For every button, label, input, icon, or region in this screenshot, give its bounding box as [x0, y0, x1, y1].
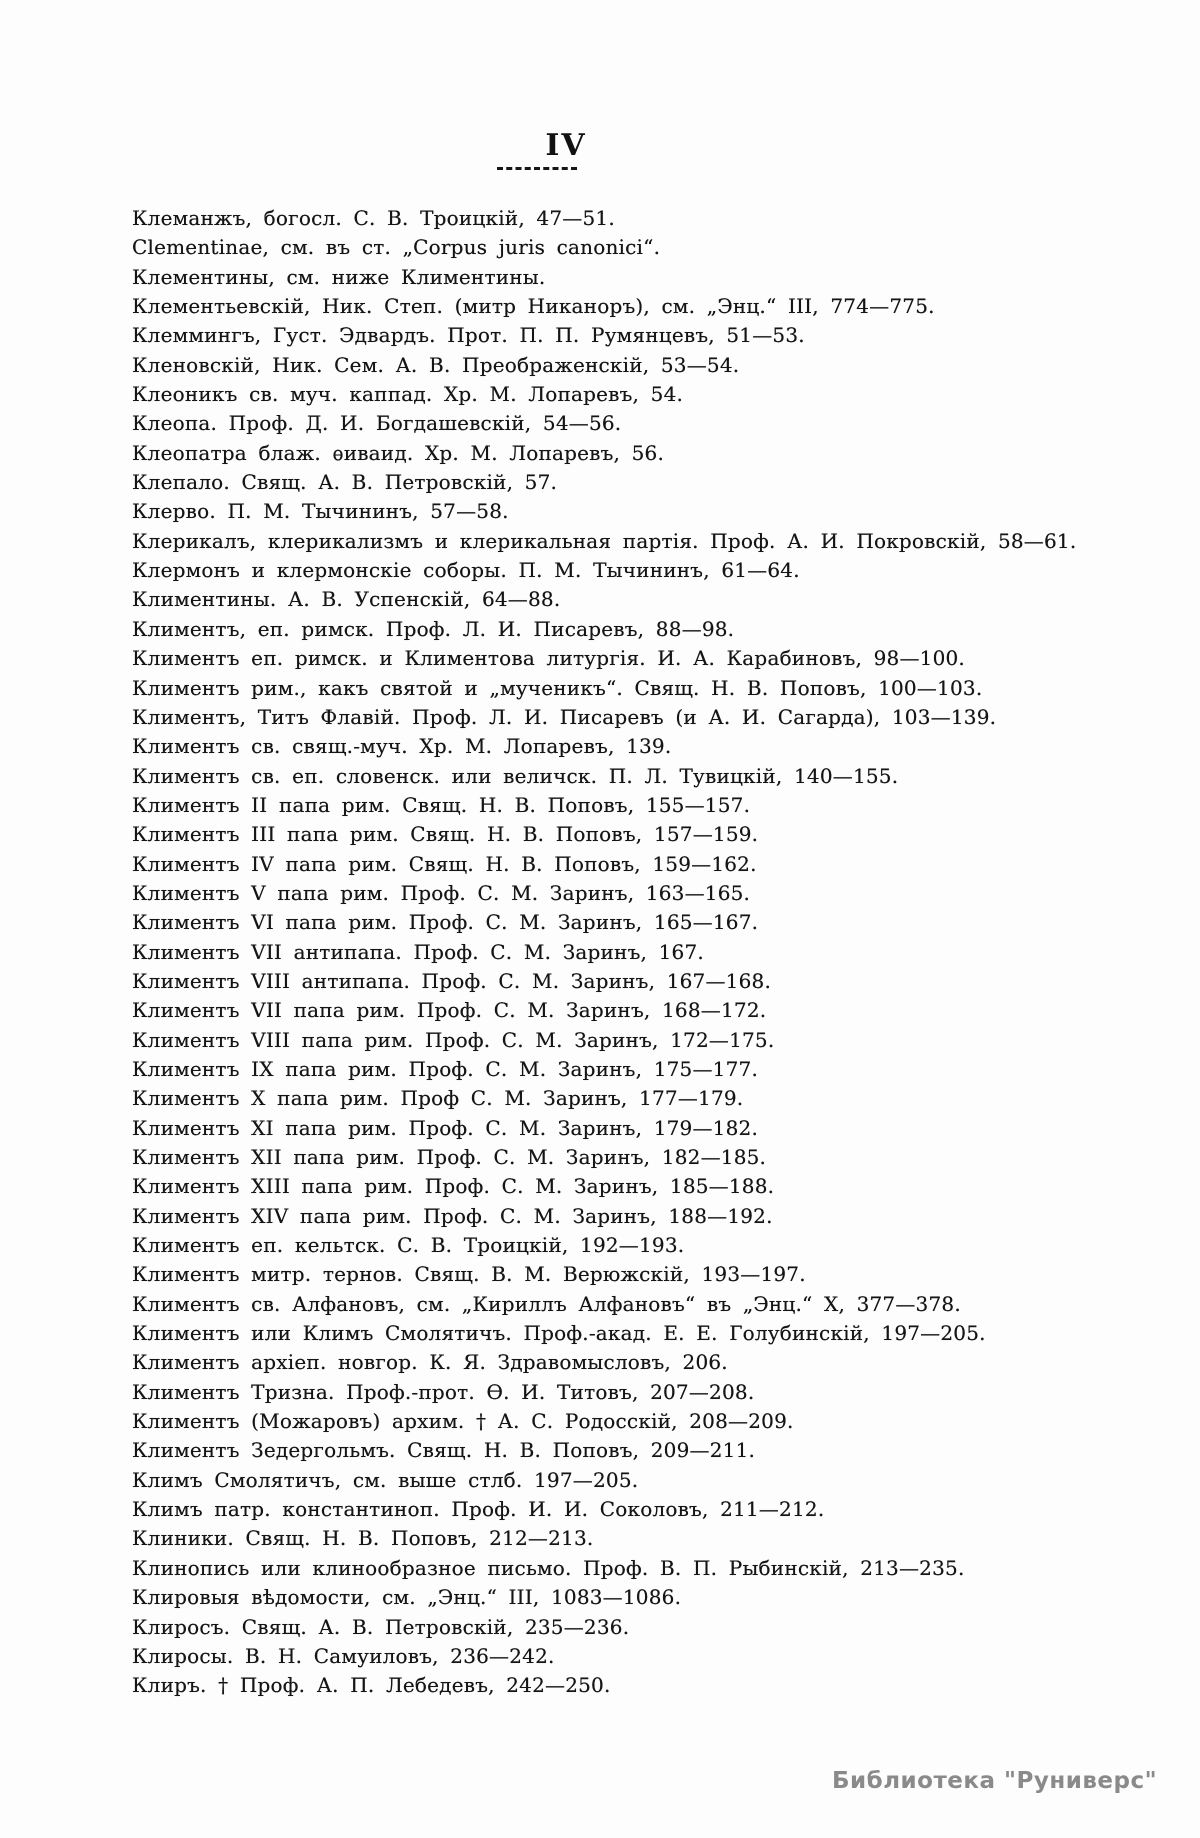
- index-entry: Климентъ Тризна. Проф.-прот. Ѳ. И. Титовъ, 207—208.: [132, 1379, 755, 1404]
- index-entry: Климентъ VIII папа рим. Проф. С. М. Заринъ, 172—175.: [132, 1027, 775, 1052]
- index-entry: Климентъ XIV папа рим. Проф. С. М. Заринъ, 188—192.: [132, 1203, 773, 1228]
- index-entry: Климентъ еп. кельтск. С. В. Троицкій, 192—193.: [132, 1233, 685, 1258]
- index-entry: Клиники. Свящ. Н. В. Поповъ, 212—213.: [132, 1526, 594, 1551]
- index-entry: Клерикалъ, клерикализмъ и клерикальная партія. Проф. А. И. Покровскій, 58—61.: [132, 528, 1077, 553]
- index-entry: Кленовскій, Ник. Сем. А. В. Преображенскій, 53—54.: [132, 352, 740, 377]
- index-entry: Климентъ св. еп. словенск. или величск. П. Л. Тувицкій, 140—155.: [132, 763, 899, 788]
- index-entry: Климентъ VII папа рим. Проф. С. М. Заринъ, 168—172.: [132, 998, 767, 1023]
- index-entry: Климентъ IX папа рим. Проф. С. М. Заринъ, 175—177.: [132, 1056, 759, 1081]
- index-entry: Климентъ VII антипапа. Проф. С. М. Заринъ, 167.: [132, 939, 704, 964]
- index-entry: Клиръ. † Проф. А. П. Лебедевъ, 242—250.: [132, 1673, 611, 1698]
- index-entry: Clementinae, см. въ ст. „Corpus juris canonici“.: [132, 235, 661, 260]
- index-entry: Климентъ VIII антипапа. Проф. С. М. Заринъ, 167—168.: [132, 968, 772, 993]
- index-entry: Клеммингъ, Густ. Эдвардъ. Прот. П. П. Румянцевъ, 51—53.: [132, 323, 805, 348]
- index-entry: Клеоникъ св. муч. каппад. Хр. М. Лопаревъ, 54.: [132, 382, 684, 407]
- index-entry: Климентъ X папа рим. Проф С. М. Заринъ, 177—179.: [132, 1086, 744, 1111]
- index-entry: Климъ патр. константиноп. Проф. И. И. Соколовъ, 211—212.: [132, 1497, 825, 1522]
- page-number-roman: IV: [545, 128, 587, 163]
- index-entry: Клементьевскій, Ник. Степ. (митр Никаноръ), см. „Энц.“ III, 774—775.: [132, 294, 935, 319]
- index-entry: Климентъ XIII папа рим. Проф. С. М. Заринъ, 185—188.: [132, 1174, 775, 1199]
- runivers-library-watermark: Библиотека "Руниверс": [832, 1768, 1158, 1794]
- index-entry: Климентъ XI папа рим. Проф. С. М. Заринъ, 179—182.: [132, 1115, 759, 1140]
- index-entry: Климентъ Зедергольмъ. Свящ. Н. В. Поповъ, 209—211.: [132, 1438, 756, 1463]
- index-entry: Клеманжъ, богосл. С. В. Троицкій, 47—51.: [132, 206, 615, 230]
- header-underline-rule: [497, 167, 577, 170]
- index-entry: Климентъ св. свящ.-муч. Хр. М. Лопаревъ, 139.: [132, 734, 672, 759]
- index-entry: Климентъ IV папа рим. Свящ. Н. В. Поповъ, 159—162.: [132, 851, 757, 876]
- index-entry: Климентъ рим., какъ святой и „мученикъ“. Свящ. Н. В. Поповъ, 100—103.: [132, 675, 983, 700]
- index-entry: Клиросы. В. Н. Самуиловъ, 236—242.: [132, 1643, 555, 1668]
- index-entry: Климентъ XII папа рим. Проф. С. М. Заринъ, 182—185.: [132, 1145, 767, 1169]
- index-entry: Климентъ архіеп. новгор. К. Я. Здравомысловъ, 206.: [132, 1350, 728, 1375]
- index-entry: Климентъ III папа рим. Свящ. Н. В. Поповъ, 157—159.: [132, 822, 759, 847]
- index-entry: Климентъ, еп. римск. Проф. Л. И. Писаревъ, 88—98.: [132, 616, 735, 641]
- index-entry: Климентъ II папа рим. Свящ. Н. В. Поповъ, 155—157.: [132, 792, 751, 817]
- index-entry: Климентъ еп. римск. и Климентова литургія. И. А. Карабиновъ, 98—100.: [132, 646, 965, 671]
- index-entry: Клеопа. Проф. Д. И. Богдашевскій, 54—56.: [132, 411, 622, 436]
- index-entry: Клермонъ и клермонскіе соборы. П. М. Тычининъ, 61—64.: [132, 558, 800, 583]
- index-entry: Клиросъ. Свящ. А. В. Петровскій, 235—236.: [132, 1614, 630, 1639]
- index-entry: Клепало. Свящ. А. В. Петровскій, 57.: [132, 470, 558, 495]
- index-entry: Клировыя вѣдомости, см. „Энц.“ III, 1083—1086.: [132, 1585, 682, 1610]
- index-entry-list: [132, 204, 1077, 1701]
- index-entry: Клинопись или клинообразное письмо. Проф. В. П. Рыбинскій, 213—235.: [132, 1555, 965, 1580]
- index-entry: Климентъ (Можаровъ) архим. † А. С. Родосскій, 208—209.: [132, 1409, 794, 1434]
- index-entry: Клеопатра блаж. ѳиваид. Хр. М. Лопаревъ, 56.: [132, 440, 665, 465]
- index-entry: Климентъ или Климъ Смолятичъ. Проф.-акад. Е. Е. Голубинскій, 197—205.: [132, 1321, 986, 1346]
- index-entry: Климъ Смолятичъ, см. выше стлб. 197—205.: [132, 1467, 639, 1492]
- index-entry: Клерво. П. М. Тычининъ, 57—58.: [132, 499, 509, 524]
- index-entry: Климентъ, Титъ Флавій. Проф. Л. И. Писаревъ (и А. И. Сагарда), 103—139.: [132, 704, 997, 729]
- index-entry: Климентины. А. В. Успенскій, 64—88.: [132, 587, 561, 612]
- index-entry: Клементины, см. ниже Климентины.: [132, 264, 546, 289]
- index-entry: Климентъ V папа рим. Проф. С. М. Заринъ, 163—165.: [132, 880, 751, 905]
- index-entry: Климентъ митр. тернов. Свящ. В. М. Верюжскій, 193—197.: [132, 1262, 806, 1287]
- index-entry: Климентъ VI папа рим. Проф. С. М. Заринъ, 165—167.: [132, 910, 759, 935]
- index-entry: Климентъ св. Алфановъ, см. „Кириллъ Алфановъ“ въ „Энц.“ X, 377—378.: [132, 1291, 961, 1316]
